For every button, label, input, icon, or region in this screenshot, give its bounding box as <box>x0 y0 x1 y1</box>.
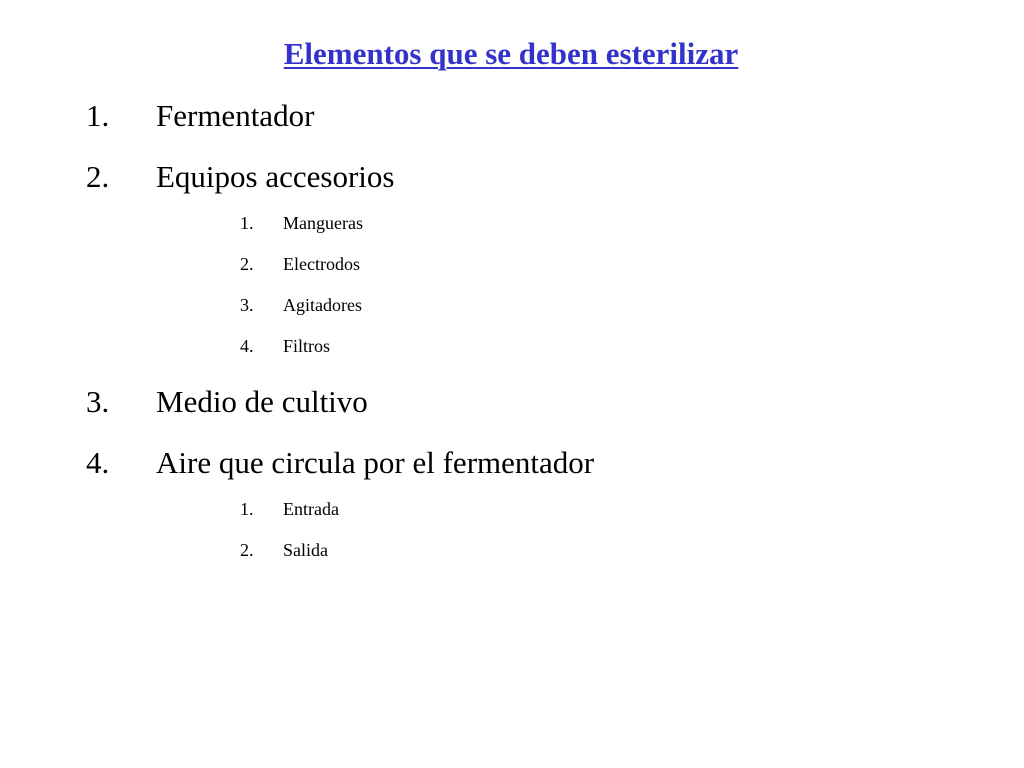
slide-title-text: Elementos que se deben esterilizar <box>283 36 739 71</box>
sub-list-item-text: Electrodos <box>283 254 360 274</box>
list-item-text: Fermentador <box>156 98 315 133</box>
sub-list-item-number: 1. <box>240 213 254 233</box>
list-item-number: 4. <box>86 445 110 480</box>
sub-list-item-number: 4. <box>240 336 254 356</box>
list-item-number: 2. <box>86 159 110 194</box>
list-item-number: 3. <box>86 384 110 419</box>
list-item-number: 1. <box>86 98 110 133</box>
sub-list-item-text: Agitadores <box>283 295 362 315</box>
list-item-text: Medio de cultivo <box>156 384 368 419</box>
list-item-text: Equipos accesorios <box>156 159 395 194</box>
sub-list-item-number: 1. <box>240 499 254 519</box>
sub-list-item-number: 2. <box>240 540 254 560</box>
sub-list-item-number: 2. <box>240 254 254 274</box>
slide-title <box>0 34 1024 74</box>
sub-list-item-text: Salida <box>283 540 328 560</box>
sub-list-item-text: Mangueras <box>283 213 363 233</box>
sub-list-item-text: Filtros <box>283 336 331 356</box>
sub-list-item-number: 3. <box>240 295 254 315</box>
sub-list-item-text: Entrada <box>283 499 339 519</box>
list-item-text: Aire que circula por el fermentador <box>156 445 595 480</box>
